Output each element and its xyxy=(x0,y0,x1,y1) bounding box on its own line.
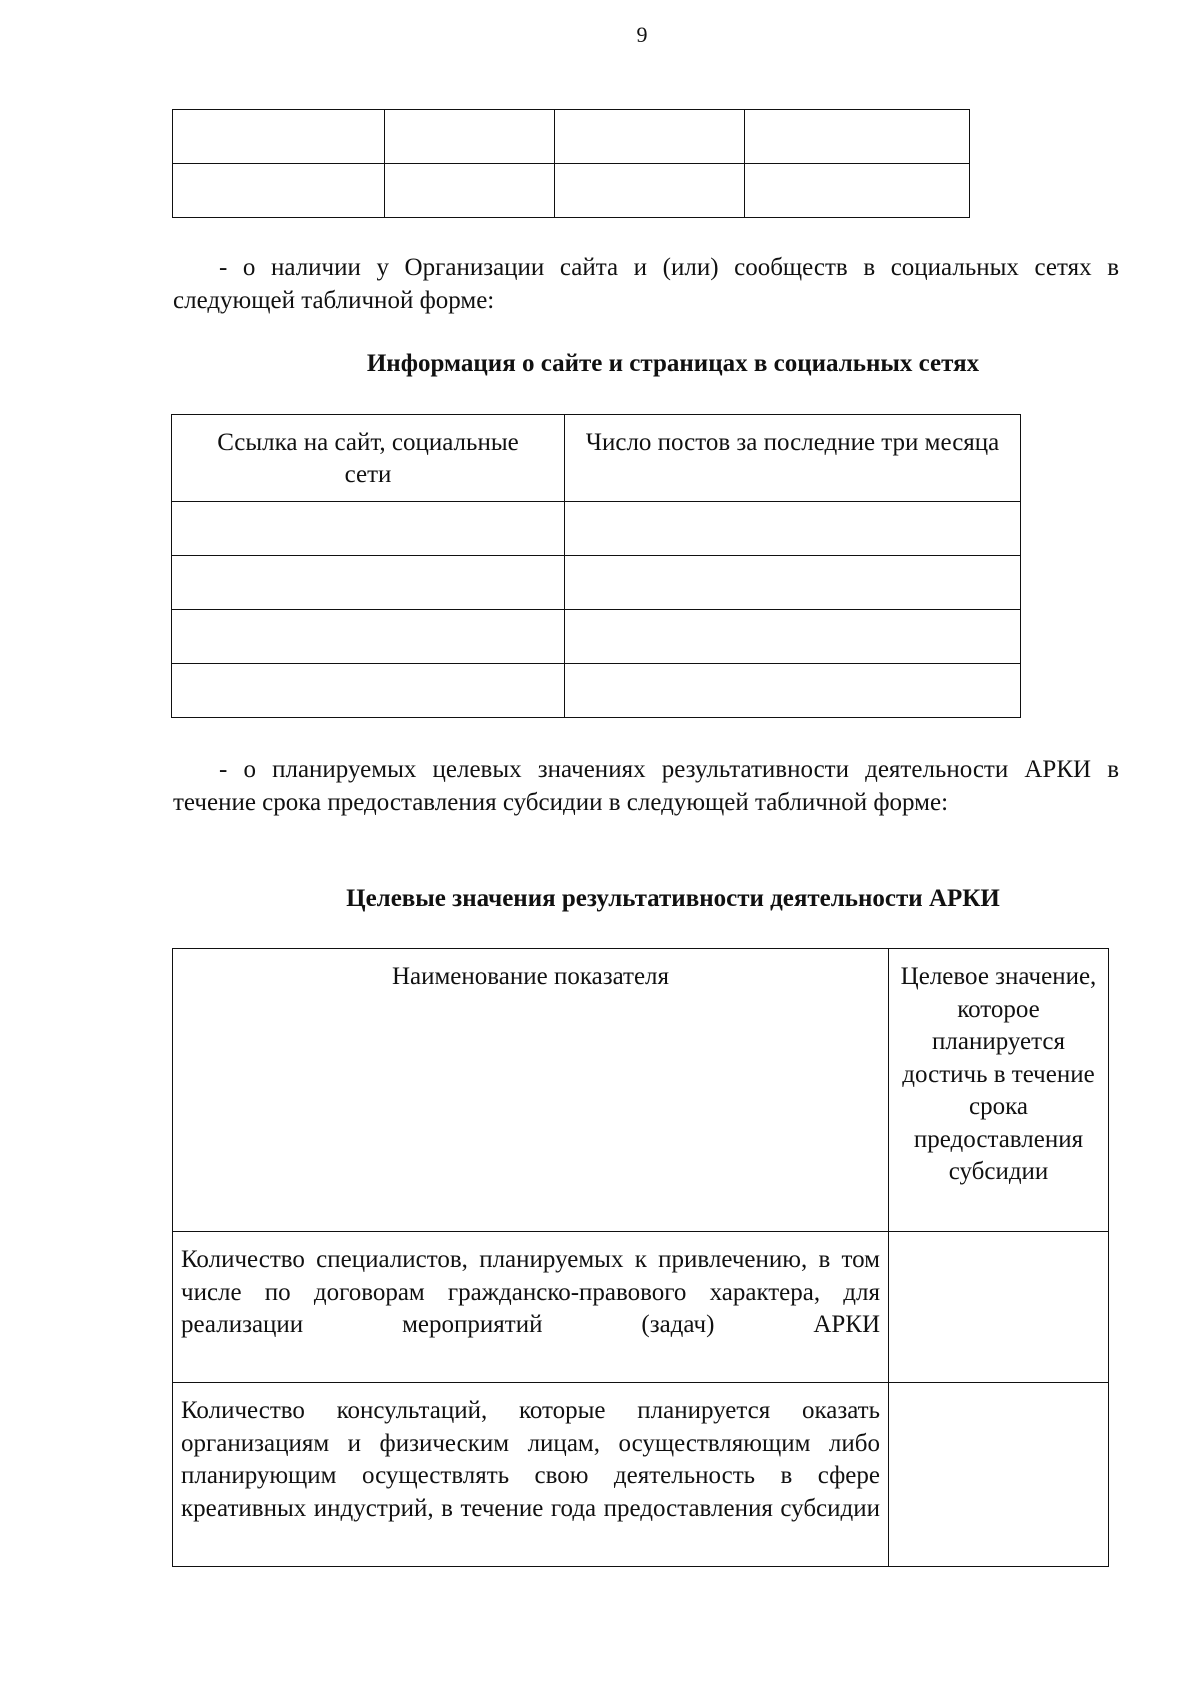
column-header-link: Ссылка на сайт, социальные сети xyxy=(172,415,565,502)
table-cell xyxy=(555,164,745,218)
target-value-consultations xyxy=(889,1383,1109,1567)
table-cell xyxy=(173,110,385,164)
targets-table xyxy=(172,948,1109,1567)
targets-paragraph-text: - о планируемых целевых значениях результативности деятельности АРКИ в течение срока предоставления субсидии в следующей табличной форме: xyxy=(173,756,1119,816)
table-cell xyxy=(385,164,555,218)
table-cell xyxy=(565,556,1021,610)
column-header-posts: Число постов за последние три месяца xyxy=(565,415,1021,502)
table-row xyxy=(172,664,1021,718)
table-header-row xyxy=(172,415,1021,502)
sites-table-title: Информация о сайте и страницах в социальных сетях xyxy=(366,350,980,377)
sites-paragraph xyxy=(173,252,1119,317)
table-row xyxy=(173,164,970,218)
table-row xyxy=(173,110,970,164)
column-header-target-value: Целевое значение, которое планируется достичь в течение срока предоставления субсидии xyxy=(889,949,1109,1232)
table-row xyxy=(172,556,1021,610)
table-row xyxy=(173,1232,1109,1383)
table-cell xyxy=(172,556,565,610)
table-cell xyxy=(172,610,565,664)
table-row xyxy=(172,502,1021,556)
table-header-row xyxy=(173,949,1109,1232)
table-row xyxy=(172,610,1021,664)
sites-paragraph-text: - о наличии у Организации сайта и (или) сообществ в социальных сетях в следующей табличной форме: xyxy=(173,254,1119,314)
table-cell xyxy=(565,664,1021,718)
table-cell xyxy=(385,110,555,164)
table-cell xyxy=(565,502,1021,556)
table-cell xyxy=(555,110,745,164)
table-cell xyxy=(745,164,970,218)
table-cell xyxy=(565,610,1021,664)
table-row xyxy=(173,1383,1109,1567)
column-header-indicator: Наименование показателя xyxy=(173,949,889,1232)
table-cell xyxy=(172,502,565,556)
targets-table-title: Целевые значения результативности деятельности АРКИ xyxy=(346,885,1000,912)
indicator-specialists: Количество специалистов, планируемых к привлечению, в том числе по договорам гражданско-правового характера, для реализации мероприятий (задач) АРКИ xyxy=(173,1232,889,1383)
table-cell xyxy=(173,164,385,218)
indicator-consultations: Количество консультаций, которые планируется оказать организациям и физическим лицам, осуществляющим либо планирующим осуществлять свою деятельность в сфере креативных индустрий, в течение года предоставления субсидии xyxy=(173,1383,889,1567)
target-value-specialists xyxy=(889,1232,1109,1383)
targets-paragraph xyxy=(173,754,1119,819)
sites-table xyxy=(171,414,1021,718)
table-cell xyxy=(745,110,970,164)
top-empty-table xyxy=(172,109,970,218)
table-cell xyxy=(172,664,565,718)
page-number: 9 xyxy=(636,22,648,47)
